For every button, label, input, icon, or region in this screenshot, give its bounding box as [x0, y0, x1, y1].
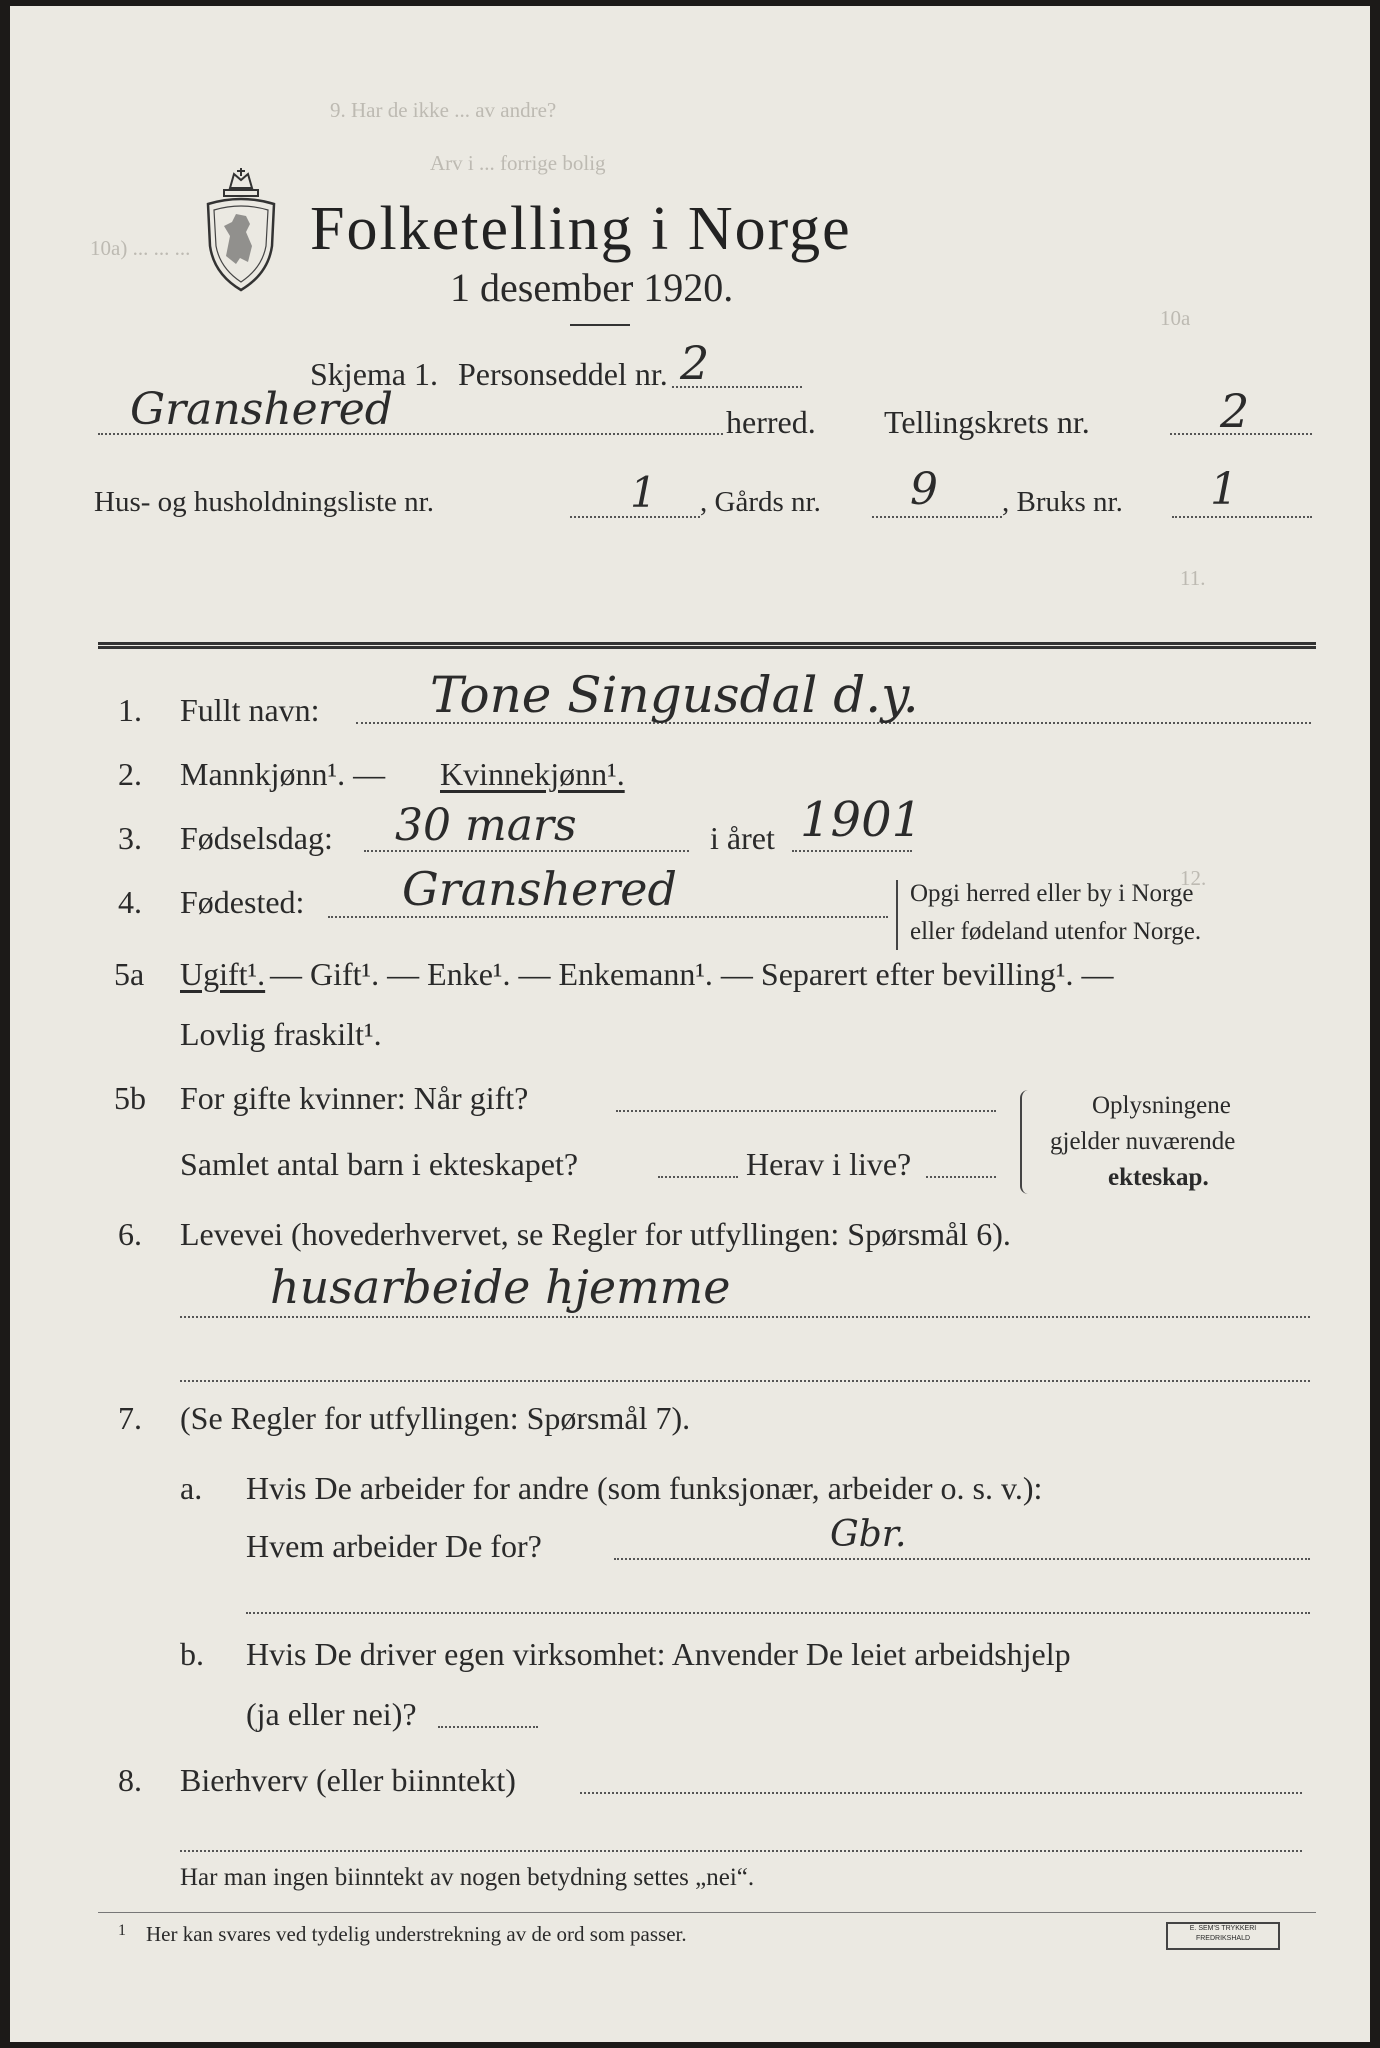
q8-label: Bierhverv (eller biinntekt)	[180, 1762, 516, 1798]
q3-number: 3.	[118, 820, 142, 856]
q1-label: Fullt navn:	[180, 692, 320, 728]
q6-line-2	[180, 1380, 1310, 1382]
q5b-number: 5b	[114, 1080, 146, 1116]
herred-value[interactable]: Granshered	[130, 384, 393, 435]
gards-value[interactable]: 9	[910, 464, 938, 515]
employer-value[interactable]: Gbr.	[830, 1514, 907, 1555]
q4-label: Fødested:	[180, 884, 305, 920]
unmarried-option[interactable]: Ugift¹.	[180, 956, 266, 992]
title-divider	[570, 324, 630, 326]
q5b-alive-label: Herav i live?	[746, 1146, 912, 1182]
q2-number: 2.	[118, 756, 142, 792]
skjema-label: Skjema 1.	[310, 356, 438, 392]
q7-number: 7.	[118, 1400, 142, 1436]
q7b-line	[438, 1726, 538, 1728]
q6-number: 6.	[118, 1216, 142, 1252]
q5b-note-2: gjelder nuværende	[1050, 1128, 1236, 1155]
divorced-option[interactable]: Lovlig fraskilt¹.	[180, 1016, 382, 1052]
header-divider-top	[98, 642, 1316, 645]
q8-line-2	[180, 1850, 1302, 1852]
q6-line-1	[180, 1316, 1310, 1318]
q4-note-1: Opgi herred eller by i Norge	[910, 880, 1194, 907]
herred-label: herred.	[726, 404, 816, 440]
footnote-text: Her kan svares ved tydelig understrekning av de ord som passer.	[146, 1922, 687, 1946]
gards-line	[872, 516, 1002, 518]
footnote-divider	[98, 1912, 1316, 1913]
tellingskrets-value[interactable]: 2	[1220, 384, 1250, 438]
q5b-note-3: ekteskap.	[1108, 1164, 1209, 1191]
q6-label: Levevei (hovederhvervet, se Regler for utfyllingen: Spørsmål 6).	[180, 1216, 1011, 1252]
q5b-bracket	[1020, 1090, 1032, 1194]
full-name-value[interactable]: Tone Singusdal d.y.	[430, 666, 919, 724]
footnote-mark: 1	[118, 1922, 126, 1939]
q7-label: (Se Regler for utfyllingen: Spørsmål 7).	[180, 1400, 691, 1436]
marital-options[interactable]: — Gift¹. — Enke¹. — Enkemann¹. — Separert efter bevilling¹. —	[270, 956, 1114, 992]
bruks-label: , Bruks nr.	[1002, 486, 1123, 518]
q5b-note-1: Oplysningene	[1092, 1092, 1231, 1119]
q4-line	[328, 916, 888, 918]
q5a-number: 5a	[114, 956, 145, 992]
birthplace-value[interactable]: Granshered	[402, 862, 677, 916]
q7a-text: Hvis De arbeider for andre (som funksjonær, arbeider o. s. v.):	[246, 1470, 1043, 1506]
q7a-letter: a.	[180, 1470, 203, 1506]
hus-label: Hus- og husholdningsliste nr.	[94, 486, 434, 518]
form-title: Folketelling i Norge	[310, 195, 852, 263]
header-divider	[98, 646, 1316, 649]
q3-year-label: i året	[710, 820, 775, 856]
q5b-married-line	[616, 1110, 996, 1112]
bruks-line	[1172, 516, 1312, 518]
q5b-label: For gifte kvinner: Når gift?	[180, 1080, 529, 1116]
q7b-janei-label: (ja eller nei)?	[246, 1696, 417, 1732]
census-date: 1 desember 1920.	[450, 265, 734, 310]
printer-stamp	[1166, 1922, 1280, 1950]
personseddel-label: Personseddel nr.	[458, 356, 668, 392]
q3-year-line	[792, 850, 912, 852]
q4-bracket	[896, 880, 904, 950]
q4-number: 4.	[118, 884, 142, 920]
occupation-value[interactable]: husarbeide hjemme	[270, 1260, 731, 1314]
q7b-letter: b.	[180, 1636, 204, 1672]
coat-of-arms-icon	[196, 166, 286, 296]
q1-number: 1.	[118, 692, 142, 728]
q5b-children-line	[658, 1176, 738, 1178]
tellingskrets-label: Tellingskrets nr.	[884, 404, 1090, 440]
census-form-page: 9. Har de ikke ... av andre? Arv i ... forrige bolig 10a) ... ... ... 10a 11. 12. Folketelling i Norge 1 desember 1920. Skjema 1. Personseddel nr. 2 Granshered herred. Tellingskrets nr. 2 Hus- og husholdningsliste nr. 1 , Gårds nr. 9 , Bruks nr. 1 1. Fullt navn: Tone Singusdal d.y. 2. Mannkjønn¹. — Kvinnekjønn¹. 3. Fødselsdag: 30 mars i året 1901 4. Fødested: Granshered Opgi herred eller by i Norge eller fødeland utenfor Norge. 5a Ugift¹. — Gift¹. — Enke¹. — Enkemann¹. — Separert efter bevilling¹. — Lovlig fraskilt¹. 5b For gifte kvinner: Når gift? Samlet antal barn i ekteskapet? Herav i live? Oplysningene gjelder nuværende ekteskap. 6. Levevei (hovederhvervet, se Regler for utfyllingen: Spørsmål 6). husarbeide hjemme 7. (Se Regler for utfyllingen: Spørsmål 7). a. Hvis De arbeider for andre (som funksjonær, arbeider o. s. v.): Hvem arbeider De for? Gbr. b. Hvis De driver egen virksomhet: Anvender De leiet arbeidshjelp (ja eller nei)? 8. Bierhverv (eller biinntekt) Har man ingen biinntekt av nogen betydning settes „nei“. 1 Her kan svares ved tydelig understrekning av de ord som passer. E. SEM'S TRYKKERI FREDRIKSHALD	[10, 6, 1370, 2042]
gards-label: , Gårds nr.	[700, 486, 821, 518]
q7a-line-1	[614, 1558, 1310, 1560]
q5b-children-label: Samlet antal barn i ekteskapet?	[180, 1146, 579, 1182]
q3-label: Fødselsdag:	[180, 820, 333, 856]
hus-value[interactable]: 1	[630, 468, 657, 517]
birth-year-value[interactable]: 1901	[800, 792, 923, 848]
q4-note-2: eller fødeland utenfor Norge.	[910, 918, 1202, 945]
printer-stamp-text: E. SEM'S TRYKKERI FREDRIKSHALD	[1189, 1925, 1257, 1942]
personseddel-value[interactable]: 2	[680, 336, 710, 390]
female-option[interactable]: Kvinnekjønn¹.	[440, 756, 625, 792]
birthdate-value[interactable]: 30 mars	[395, 800, 577, 851]
q5b-alive-line	[926, 1176, 996, 1178]
male-option[interactable]: Mannkjønn¹. —	[180, 756, 386, 792]
q7a-line-2	[246, 1612, 1310, 1614]
bruks-value[interactable]: 1	[1210, 464, 1238, 515]
q7a-employer-label: Hvem arbeider De for?	[246, 1528, 542, 1564]
q8-note: Har man ingen biinntekt av nogen betydning settes „nei“.	[180, 1864, 755, 1891]
q7b-text: Hvis De driver egen virksomhet: Anvender De leiet arbeidshjelp	[246, 1636, 1071, 1672]
q8-line-1	[580, 1792, 1302, 1794]
q8-number: 8.	[118, 1762, 142, 1798]
